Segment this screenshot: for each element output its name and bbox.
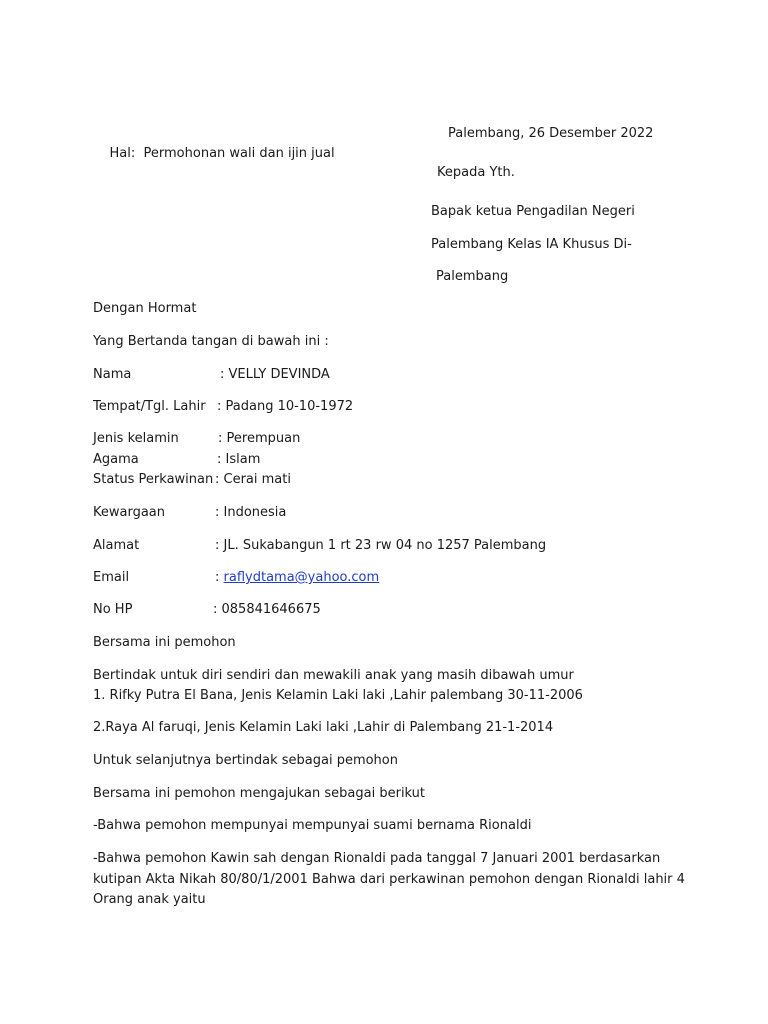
field-agama-label: Agama xyxy=(93,452,139,467)
field-alamat-value: : JL. Sukabangun 1 rt 23 rw 04 no 1257 Palembang xyxy=(215,538,547,553)
field-hp-value: : 085841646675 xyxy=(213,602,321,617)
email-colon: : xyxy=(215,570,220,585)
body-paragraph-2: Bertindak untuk diri sendiri dan mewakili anak yang masih dibawah umur xyxy=(93,668,574,683)
field-status-label: Status Perkawinan xyxy=(93,472,214,487)
field-kewargaan-value: : Indonesia xyxy=(215,505,287,520)
field-jk-value: : Perempuan xyxy=(218,431,301,446)
subject-label: Hal: xyxy=(109,146,136,161)
field-agama-value: : Islam xyxy=(217,452,261,467)
child-item-2: 2.Raya Al faruqi, Jenis Kelamin Laki laki ,Lahir di Palembang 21-1-2014 xyxy=(93,720,554,735)
field-hp-label: No HP xyxy=(93,602,133,617)
field-nama-value: : VELLY DEVINDA xyxy=(220,367,330,382)
place-date: Palembang, 26 Desember 2022 xyxy=(448,126,654,141)
body-paragraph-3: Untuk selanjutnya bertindak sebagai pemohon xyxy=(93,753,398,768)
field-ttl-label: Tempat/Tgl. Lahir xyxy=(93,399,206,414)
subject-line xyxy=(93,124,335,184)
body-paragraph-5: -Bahwa pemohon mempunyai mempunyai suami bernama Rionaldi xyxy=(93,818,532,833)
field-ttl-value: : Padang 10-10-1972 xyxy=(217,399,354,414)
field-status-value: : Cerai mati xyxy=(215,472,291,487)
body-paragraph-1: Bersama ini pemohon xyxy=(93,635,236,650)
body-paragraph-6-line-2: kutipan Akta Nikah 80/80/1/2001 Bahwa dari perkawinan pemohon dengan Rionaldi lahir 4 xyxy=(93,872,685,887)
recipient-line-1: Bapak ketua Pengadilan Negeri xyxy=(431,204,635,219)
greeting: Dengan Hormat xyxy=(93,301,197,316)
field-email-label: Email xyxy=(93,570,130,585)
field-alamat-label: Alamat xyxy=(93,538,140,553)
field-kewargaan-label: Kewargaan xyxy=(93,505,166,520)
recipient-line-2: Palembang Kelas IA Khusus Di- xyxy=(431,237,632,252)
subject-text: Permohonan wali dan ijin jual xyxy=(143,146,335,161)
field-nama-label: Nama xyxy=(93,367,132,382)
recipient-line-3: Palembang xyxy=(436,269,509,284)
body-paragraph-6-line-1: -Bahwa pemohon Kawin sah dengan Rionaldi pada tanggal 7 Januari 2001 berdasarkan xyxy=(93,851,661,866)
recipient-salutation: Kepada Yth. xyxy=(437,165,515,180)
body-paragraph-6-line-3: Orang anak yaitu xyxy=(93,892,206,907)
body-paragraph-4: Bersama ini pemohon mengajukan sebagai berikut xyxy=(93,786,426,801)
child-item-1: 1. Rifky Putra El Bana, Jenis Kelamin Laki laki ,Lahir palembang 30-11-2006 xyxy=(93,688,583,703)
intro-text: Yang Bertanda tangan di bawah ini : xyxy=(93,334,329,349)
email-link[interactable]: raflydtama@yahoo.com xyxy=(223,570,380,585)
field-jk-label: Jenis kelamin xyxy=(93,431,179,446)
field-email-value xyxy=(215,568,379,588)
